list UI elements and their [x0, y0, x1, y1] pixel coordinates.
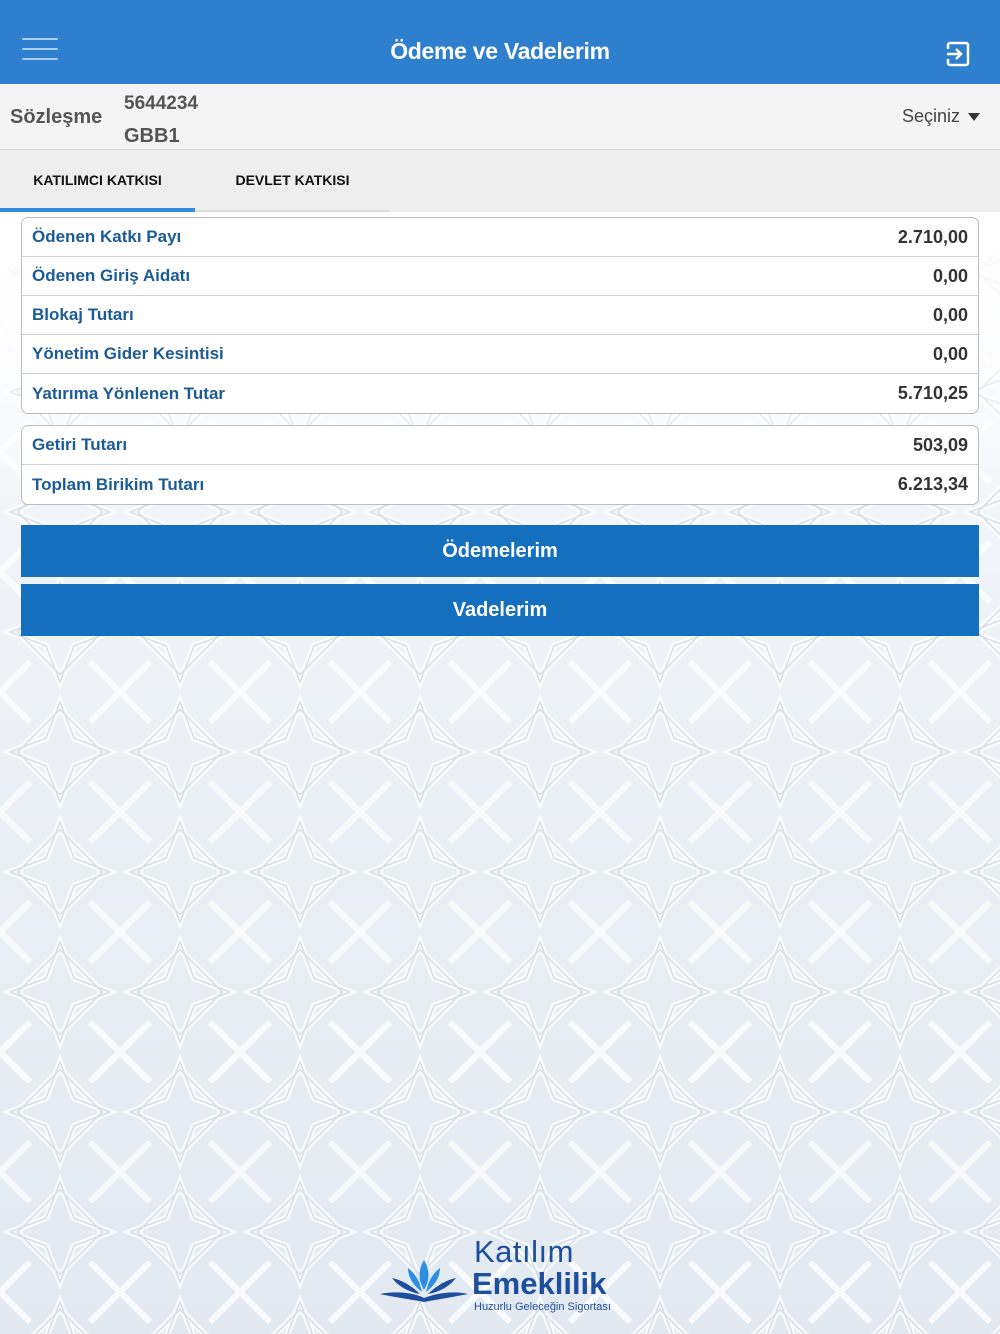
row-value: 0,00: [932, 343, 968, 364]
contract-code: GBB1: [124, 125, 180, 147]
contract-bar: [0, 84, 1000, 150]
brand-line1: Katılım: [474, 1234, 574, 1269]
row-value: 5.710,25: [897, 383, 968, 403]
totals-card: [21, 425, 979, 505]
contract-select[interactable]: [902, 106, 980, 127]
tab-devlet-katkisi[interactable]: DEVLET KATKISI: [235, 172, 350, 188]
table-row: [22, 465, 978, 504]
tab-divider: [195, 210, 390, 212]
table-row: [22, 335, 978, 374]
row-value: 0,00: [932, 265, 968, 286]
row-label: Yatırıma Yönlenen Tutar: [32, 383, 226, 403]
row-label: Ödenen Giriş Aidatı: [32, 266, 191, 285]
caret-down-icon: [968, 113, 980, 121]
maturities-button[interactable]: Vadelerim: [21, 584, 979, 636]
row-label: Ödenen Katkı Payı: [32, 227, 182, 246]
table-row: [22, 374, 978, 413]
contract-select-label: Seçiniz: [901, 106, 960, 126]
row-label: Blokaj Tutarı: [32, 305, 134, 324]
logout-icon[interactable]: [944, 40, 972, 68]
payments-button[interactable]: Ödemelerim: [21, 525, 979, 577]
app-header: [0, 0, 1000, 84]
table-row: [22, 218, 978, 257]
row-label: Toplam Birikim Tutarı: [32, 474, 205, 494]
brand-line2: Emeklilik: [472, 1266, 607, 1301]
brand-logo: [378, 1234, 628, 1319]
row-value: 503,09: [912, 434, 968, 455]
brand-mark-icon: [378, 1254, 470, 1302]
table-row: [22, 426, 978, 465]
summary-card: [21, 217, 979, 414]
table-row: [22, 257, 978, 296]
tab-katilimci-katkisi[interactable]: KATILIMCI KATKISI: [0, 150, 195, 212]
brand-tagline: Huzurlu Geleceğin Sigortası: [474, 1301, 611, 1313]
row-label: Getiri Tutarı: [32, 435, 128, 454]
contract-number: 5644234: [124, 93, 198, 114]
tab-bar: [0, 150, 1000, 212]
row-value: 0,00: [932, 304, 968, 325]
row-value: 6.213,34: [897, 474, 968, 494]
row-value: 2.710,00: [897, 226, 968, 247]
table-row: [22, 296, 978, 335]
contract-label: Sözleşme: [10, 106, 103, 128]
page-title: Ödeme ve Vadelerim: [390, 38, 610, 64]
row-label: Yönetim Gider Kesintisi: [32, 344, 224, 363]
